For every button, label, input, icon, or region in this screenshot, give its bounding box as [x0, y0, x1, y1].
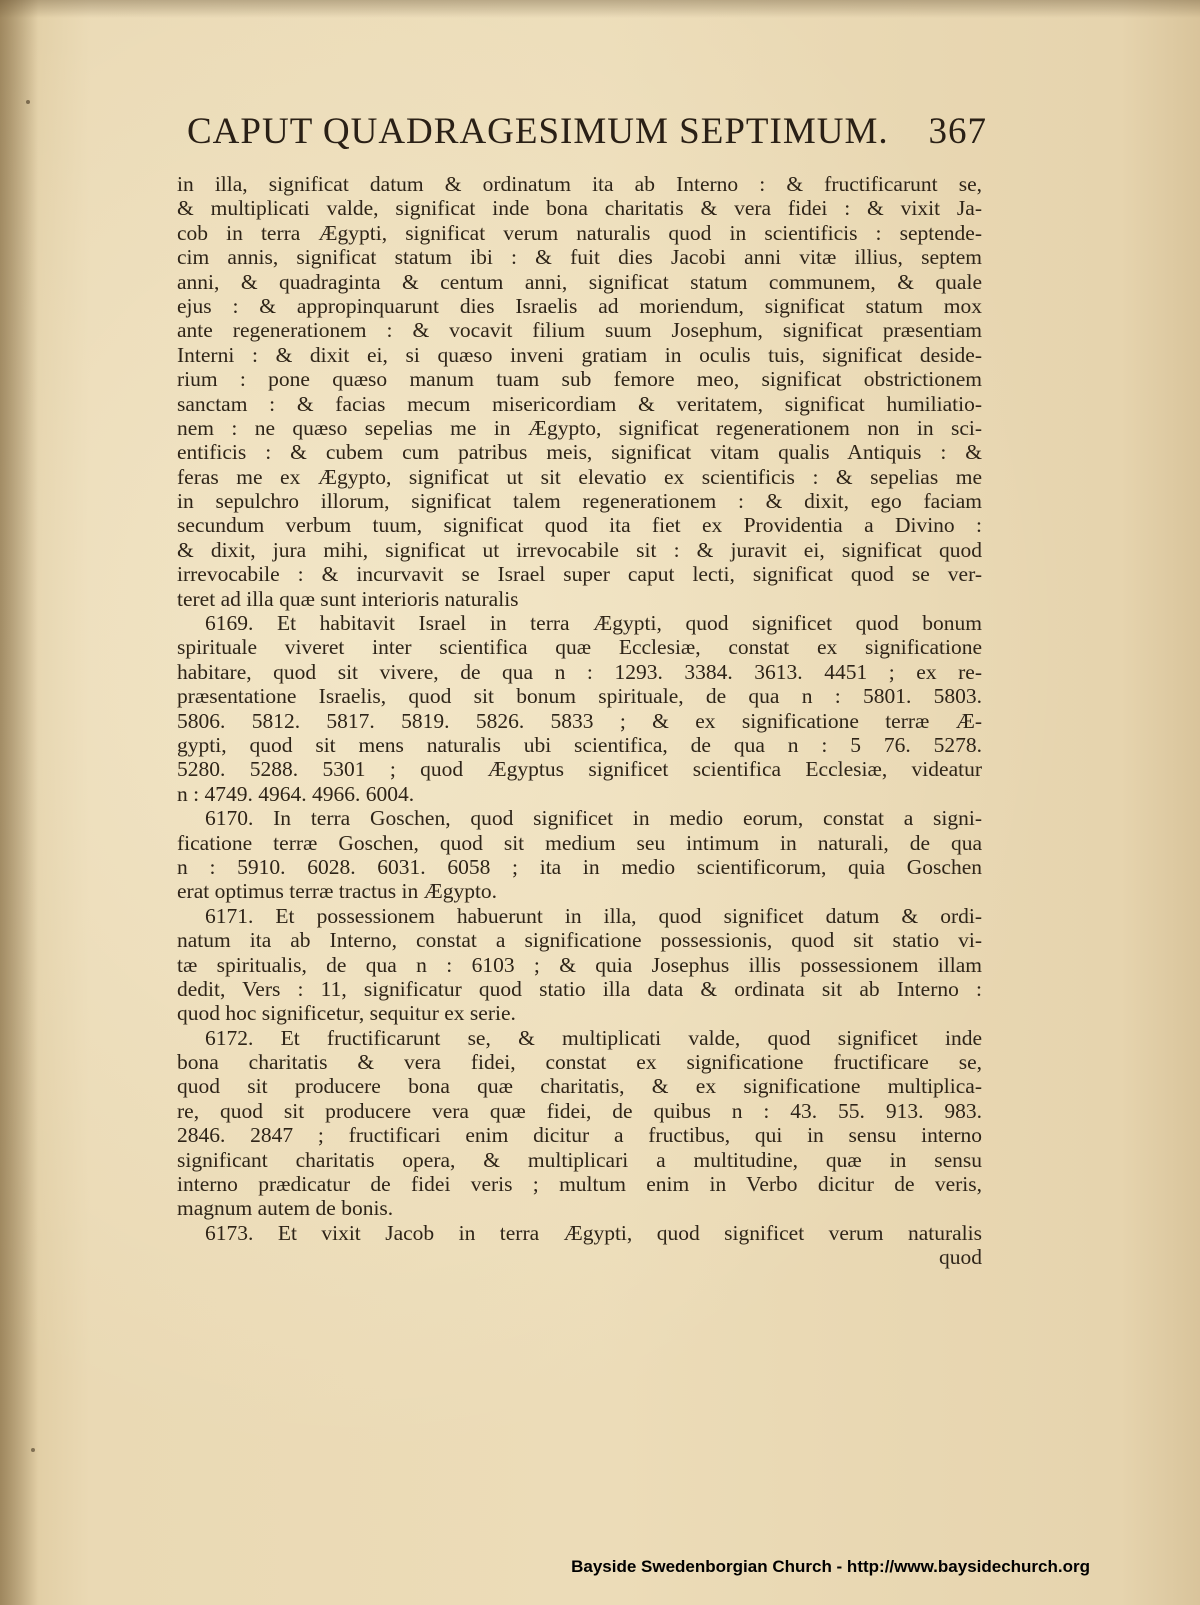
- text-line: spirituale viveret inter scientifica quæ Ecclesiæ, constat ex significatione: [177, 635, 982, 660]
- text-line: interno prædicatur de fidei veris ; multum enim in Verbo dicitur de veris,: [177, 1172, 982, 1197]
- text-line: feras me ex Ægypto, significat ut sit elevatio ex scientificis : & sepelias me: [177, 464, 982, 489]
- text-line: gypti, quod sit mens naturalis ubi scientifica, de qua n : 5 76. 5278.: [177, 732, 982, 757]
- text-line: entificis : & cubem cum patribus meis, significat vitam qualis Antiquis : &: [177, 440, 982, 465]
- text-line: habitare, quod sit vivere, de qua n : 1293. 3384. 3613. 4451 ; ex re-: [177, 659, 982, 684]
- spine-shadow: [0, 0, 38, 1605]
- text-line: dedit, Vers : 11, significatur quod statio illa data & ordinata sit ab Interno :: [177, 976, 982, 1001]
- text-line: natum ita ab Interno, constat a significatione possessionis, quod sit statio vi-: [177, 928, 982, 953]
- text-line: tæ spiritualis, de qua n : 6103 ; & quia Josephus illis possessionem illam: [177, 952, 982, 977]
- text-line: 5280. 5288. 5301 ; quod Ægyptus significet scientifica Ecclesiæ, videatur: [177, 757, 982, 782]
- text-line: magnum autem de bonis.: [177, 1196, 394, 1221]
- text-line: n : 4749. 4964. 4966. 6004.: [177, 781, 415, 806]
- catchword: quod: [939, 1245, 982, 1270]
- text-line: nem : ne quæso sepelias me in Ægypto, significat regenerationem non in sci-: [177, 415, 982, 440]
- paragraph-6173-start: 6173. Et vixit Jacob in terra Ægypti, quod significet verum naturalis: [205, 1220, 982, 1245]
- text-line: rium : pone quæso manum tuam sub femore meo, significat obstrictionem: [177, 367, 982, 392]
- footer-credit: Bayside Swedenborgian Church - http://www.baysidechurch.org: [571, 1557, 1090, 1576]
- paragraph-6171-start: 6171. Et possessionem habuerunt in illa, quod significet datum & ordi-: [205, 903, 982, 928]
- text-line: erat optimus terræ tractus in Ægypto.: [177, 879, 498, 904]
- text-line: & dixit, jura mihi, significat ut irrevocabile sit : & juravit ei, significat quod: [177, 537, 982, 562]
- text-line: 5806. 5812. 5817. 5819. 5826. 5833 ; & ex significatione terræ Æ-: [177, 708, 982, 733]
- running-header: [187, 110, 987, 166]
- text-line: quod sit producere bona quæ charitatis, & ex significatione multiplica-: [177, 1074, 982, 1099]
- text-line: cim annis, significat statum ibi : & fuit dies Jacobi anni vitæ illius, septem: [177, 245, 982, 270]
- text-line: Interni : & dixit ei, si quæso inveni gratiam in oculis tuis, significat deside-: [177, 342, 982, 367]
- text-line: ejus : & appropinquarunt dies Israelis ad moriendum, significat statum mox: [177, 293, 982, 318]
- top-edge-shadow: [0, 0, 1200, 18]
- text-line: sanctam : & facias mecum misericordiam & veritatem, significat humiliatio-: [177, 391, 982, 416]
- ink-speck: [31, 1448, 35, 1452]
- text-line: secundum verbum tuum, significat quod ita fiet ex Providentia a Divino :: [177, 513, 982, 538]
- text-line: ante regenerationem : & vocavit filium suum Josephum, significat præsentiam: [177, 318, 982, 343]
- text-line: in illa, significat datum & ordinatum ita ab Interno : & fructificarunt se,: [177, 172, 982, 196]
- body-text: [177, 172, 982, 1270]
- text-line: n : 5910. 6028. 6031. 6058 ; ita in medio scientificorum, quia Goschen: [177, 854, 982, 879]
- text-line: præsentatione Israelis, quod sit bonum spirituale, de qua n : 5801. 5803.: [177, 684, 982, 709]
- text-line: in sepulchro illorum, significat talem regenerationem : & dixit, ego faciam: [177, 489, 982, 514]
- text-line: anni, & quadraginta & centum anni, significat statum communem, & quale: [177, 269, 982, 294]
- paragraph-6170-start: 6170. In terra Goschen, quod significet in medio eorum, constat a signi-: [205, 806, 982, 831]
- text-line: 2846. 2847 ; fructificari enim dicitur a fructibus, qui in sensu interno: [177, 1123, 982, 1148]
- text-line: teret ad illa quæ sunt interioris naturalis: [177, 586, 519, 611]
- text-line: irrevocabile : & incurvavit se Israel super caput lecti, significat quod se ver-: [177, 562, 982, 587]
- text-line: re, quod sit producere vera quæ fidei, de quibus n : 43. 55. 913. 983.: [177, 1098, 982, 1123]
- ink-speck: [26, 100, 30, 104]
- paragraph-6172-start: 6172. Et fructificarunt se, & multiplicati valde, quod significet inde: [205, 1025, 982, 1050]
- text-line: cob in terra Ægypti, significat verum naturalis quod in scientificis : septende-: [177, 220, 982, 245]
- text-line: significant charitatis opera, & multiplicari a multitudine, quæ in sensu: [177, 1147, 982, 1172]
- text-line: bona charitatis & vera fidei, constat ex significatione fructificare se,: [177, 1050, 982, 1075]
- page-number: 367: [928, 111, 987, 152]
- text-line: & multiplicati valde, significat inde bona charitatis & vera fidei : & vixit Ja-: [177, 196, 982, 221]
- paragraph-6169-start: 6169. Et habitavit Israel in terra Ægypti, quod significet quod bonum: [205, 611, 982, 636]
- text-line: quod hoc significetur, sequitur ex serie.: [177, 1001, 516, 1026]
- text-line: ficatione terræ Goschen, quod sit medium seu intimum in naturali, de qua: [177, 830, 982, 855]
- chapter-title: CAPUT QUADRAGESIMUM SEPTIMUM.: [187, 111, 889, 152]
